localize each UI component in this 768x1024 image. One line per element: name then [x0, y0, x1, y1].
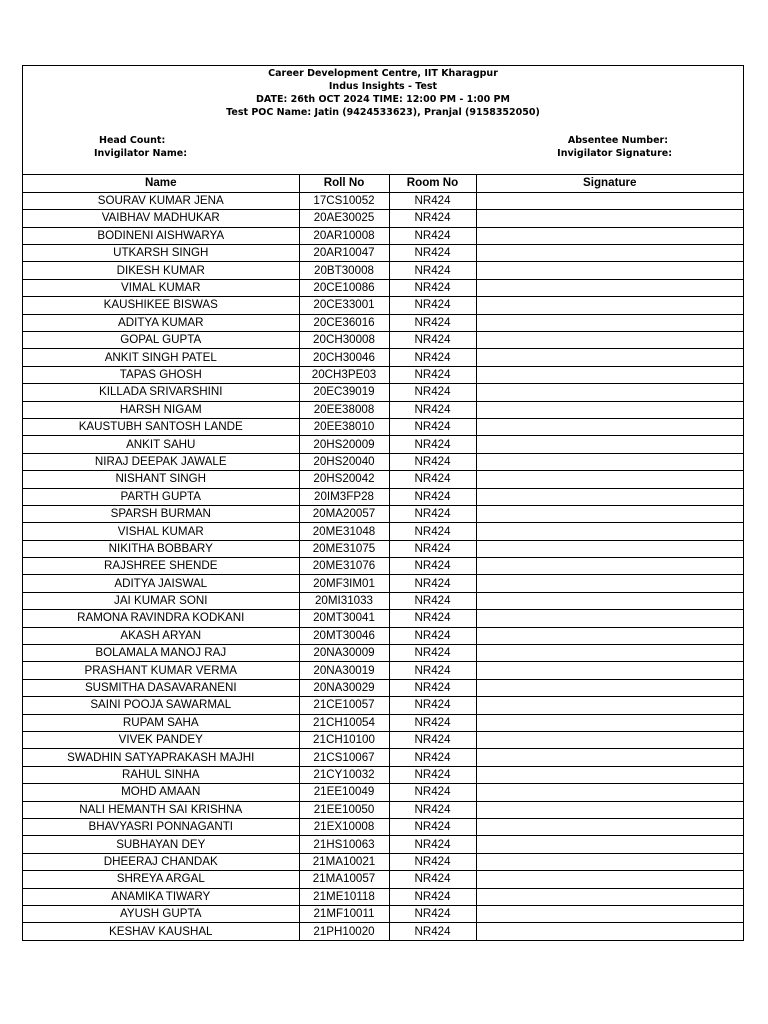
cell-name: DHEERAJ CHANDAK [23, 853, 299, 870]
date-time: DATE: 26th OCT 2024 TIME: 12:00 PM - 1:00 PM [256, 94, 510, 105]
table-row [23, 853, 743, 870]
table-row [23, 697, 743, 714]
cell-roll-no: 20ME31076 [299, 558, 389, 575]
table-row [23, 418, 743, 435]
cell-roll-no: 20EE38010 [299, 418, 389, 435]
cell-name: ADITYA KUMAR [23, 314, 299, 331]
attendance-table [23, 175, 743, 940]
cell-room-no: NR424 [389, 488, 476, 505]
table-row [23, 732, 743, 749]
cell-name: NISHANT SINGH [23, 471, 299, 488]
table-row [23, 401, 743, 418]
cell-name: SWADHIN SATYAPRAKASH MAJHI [23, 749, 299, 766]
header-right-fields [557, 134, 672, 160]
table-row [23, 645, 743, 662]
cell-roll-no: 21CY10032 [299, 766, 389, 783]
cell-signature [476, 905, 743, 922]
cell-room-no: NR424 [389, 645, 476, 662]
col-header-signature: Signature [476, 175, 743, 192]
col-header-name: Name [23, 175, 299, 192]
cell-signature [476, 471, 743, 488]
cell-room-no: NR424 [389, 679, 476, 696]
table-row [23, 801, 743, 818]
cell-signature [476, 766, 743, 783]
invigilator-name-label: Invigilator Name: [94, 148, 188, 159]
col-header-roll: Roll No [299, 175, 389, 192]
cell-roll-no: 20BT30008 [299, 262, 389, 279]
table-row [23, 505, 743, 522]
cell-roll-no: 20AE30025 [299, 210, 389, 227]
cell-signature [476, 401, 743, 418]
sheet-header [23, 66, 743, 175]
cell-name: PARTH GUPTA [23, 488, 299, 505]
cell-roll-no: 20ME31048 [299, 523, 389, 540]
cell-name: KAUSHIKEE BISWAS [23, 297, 299, 314]
cell-signature [476, 505, 743, 522]
cell-room-no: NR424 [389, 888, 476, 905]
cell-roll-no: 21MA10057 [299, 871, 389, 888]
cell-name: NIRAJ DEEPAK JAWALE [23, 453, 299, 470]
cell-room-no: NR424 [389, 714, 476, 731]
table-row [23, 766, 743, 783]
cell-name: ANKIT SAHU [23, 436, 299, 453]
cell-room-no: NR424 [389, 453, 476, 470]
cell-signature [476, 679, 743, 696]
cell-signature [476, 610, 743, 627]
poc-line: Test POC Name: Jatin (9424533623), Pranjal (9158352050) [226, 107, 540, 118]
invigilator-signature-label: Invigilator Signature: [557, 148, 672, 159]
cell-name: UTKARSH SINGH [23, 245, 299, 262]
cell-name: RAMONA RAVINDRA KODKANI [23, 610, 299, 627]
cell-signature [476, 836, 743, 853]
col-header-room: Room No [389, 175, 476, 192]
cell-room-no: NR424 [389, 540, 476, 557]
cell-name: DIKESH KUMAR [23, 262, 299, 279]
absentee-number-label: Absentee Number: [567, 135, 668, 146]
table-row [23, 488, 743, 505]
cell-name: VIVEK PANDEY [23, 732, 299, 749]
table-row [23, 471, 743, 488]
cell-room-no: NR424 [389, 436, 476, 453]
cell-roll-no: 20IM3FP28 [299, 488, 389, 505]
cell-name: BHAVYASRI PONNAGANTI [23, 818, 299, 835]
cell-signature [476, 192, 743, 209]
table-row [23, 523, 743, 540]
table-row [23, 871, 743, 888]
table-row [23, 679, 743, 696]
cell-room-no: NR424 [389, 836, 476, 853]
cell-room-no: NR424 [389, 332, 476, 349]
cell-roll-no: 21EE10049 [299, 784, 389, 801]
cell-room-no: NR424 [389, 923, 476, 940]
cell-room-no: NR424 [389, 227, 476, 244]
table-row [23, 714, 743, 731]
cell-room-no: NR424 [389, 210, 476, 227]
cell-room-no: NR424 [389, 766, 476, 783]
table-row [23, 749, 743, 766]
cell-roll-no: 20EC39019 [299, 384, 389, 401]
cell-room-no: NR424 [389, 471, 476, 488]
cell-name: HARSH NIGAM [23, 401, 299, 418]
cell-room-no: NR424 [389, 401, 476, 418]
cell-roll-no: 21PH10020 [299, 923, 389, 940]
cell-roll-no: 20NA30009 [299, 645, 389, 662]
cell-name: NALI HEMANTH SAI KRISHNA [23, 801, 299, 818]
cell-signature [476, 279, 743, 296]
cell-signature [476, 210, 743, 227]
cell-name: TAPAS GHOSH [23, 366, 299, 383]
head-count-label: Head Count: [99, 135, 166, 146]
table-row [23, 558, 743, 575]
cell-signature [476, 888, 743, 905]
cell-signature [476, 627, 743, 644]
cell-name: JAI KUMAR SONI [23, 592, 299, 609]
cell-roll-no: 21EE10050 [299, 801, 389, 818]
cell-room-no: NR424 [389, 818, 476, 835]
attendance-sheet [22, 65, 744, 941]
cell-signature [476, 349, 743, 366]
cell-signature [476, 818, 743, 835]
cell-room-no: NR424 [389, 418, 476, 435]
cell-signature [476, 436, 743, 453]
cell-signature [476, 488, 743, 505]
cell-room-no: NR424 [389, 505, 476, 522]
cell-signature [476, 314, 743, 331]
cell-room-no: NR424 [389, 262, 476, 279]
cell-roll-no: 20CH30046 [299, 349, 389, 366]
table-row [23, 818, 743, 835]
cell-signature [476, 801, 743, 818]
cell-name: KESHAV KAUSHAL [23, 923, 299, 940]
cell-room-no: NR424 [389, 366, 476, 383]
cell-name: SAINI POOJA SAWARMAL [23, 697, 299, 714]
table-row [23, 279, 743, 296]
header-left-fields [85, 134, 187, 160]
cell-room-no: NR424 [389, 384, 476, 401]
cell-signature [476, 853, 743, 870]
cell-name: VAIBHAV MADHUKAR [23, 210, 299, 227]
cell-name: ANKIT SINGH PATEL [23, 349, 299, 366]
cell-roll-no: 20CH30008 [299, 332, 389, 349]
cell-signature [476, 227, 743, 244]
cell-signature [476, 575, 743, 592]
cell-roll-no: 20MT30046 [299, 627, 389, 644]
cell-room-no: NR424 [389, 245, 476, 262]
cell-roll-no: 17CS10052 [299, 192, 389, 209]
cell-roll-no: 21MA10021 [299, 853, 389, 870]
cell-roll-no: 20HS20009 [299, 436, 389, 453]
cell-roll-no: 20CE36016 [299, 314, 389, 331]
cell-room-no: NR424 [389, 732, 476, 749]
cell-name: PRASHANT KUMAR VERMA [23, 662, 299, 679]
cell-signature [476, 871, 743, 888]
table-row [23, 923, 743, 940]
table-row [23, 784, 743, 801]
cell-roll-no: 20AR10008 [299, 227, 389, 244]
table-row [23, 314, 743, 331]
cell-room-no: NR424 [389, 662, 476, 679]
cell-signature [476, 645, 743, 662]
cell-name: NIKITHA BOBBARY [23, 540, 299, 557]
cell-name: SHREYA ARGAL [23, 871, 299, 888]
table-row [23, 662, 743, 679]
cell-roll-no: 20CE33001 [299, 297, 389, 314]
cell-roll-no: 20EE38008 [299, 401, 389, 418]
cell-name: SOURAV KUMAR JENA [23, 192, 299, 209]
cell-roll-no: 20AR10047 [299, 245, 389, 262]
cell-roll-no: 21CH10054 [299, 714, 389, 731]
cell-name: KAUSTUBH SANTOSH LANDE [23, 418, 299, 435]
cell-name: VISHAL KUMAR [23, 523, 299, 540]
cell-room-no: NR424 [389, 558, 476, 575]
table-row [23, 540, 743, 557]
table-row [23, 575, 743, 592]
cell-roll-no: 20CH3PE03 [299, 366, 389, 383]
cell-signature [476, 662, 743, 679]
cell-name: SUBHAYAN DEY [23, 836, 299, 853]
cell-roll-no: 20MA20057 [299, 505, 389, 522]
cell-signature [476, 923, 743, 940]
cell-roll-no: 21ME10118 [299, 888, 389, 905]
table-row [23, 227, 743, 244]
cell-signature [476, 558, 743, 575]
cell-signature [476, 540, 743, 557]
table-row [23, 210, 743, 227]
table-body [23, 192, 743, 940]
cell-name: BODINENI AISHWARYA [23, 227, 299, 244]
cell-room-no: NR424 [389, 697, 476, 714]
table-row [23, 192, 743, 209]
table-row [23, 592, 743, 609]
cell-room-no: NR424 [389, 592, 476, 609]
cell-roll-no: 20NA30029 [299, 679, 389, 696]
cell-room-no: NR424 [389, 801, 476, 818]
table-row [23, 436, 743, 453]
cell-roll-no: 21CS10067 [299, 749, 389, 766]
cell-room-no: NR424 [389, 297, 476, 314]
cell-room-no: NR424 [389, 905, 476, 922]
cell-signature [476, 366, 743, 383]
cell-name: AKASH ARYAN [23, 627, 299, 644]
cell-signature [476, 384, 743, 401]
table-row [23, 610, 743, 627]
table-row [23, 627, 743, 644]
table-row [23, 262, 743, 279]
table-row [23, 349, 743, 366]
cell-roll-no: 20MI31033 [299, 592, 389, 609]
cell-roll-no: 21CE10057 [299, 697, 389, 714]
cell-name: VIMAL KUMAR [23, 279, 299, 296]
cell-signature [476, 245, 743, 262]
cell-signature [476, 418, 743, 435]
cell-name: GOPAL GUPTA [23, 332, 299, 349]
table-row [23, 332, 743, 349]
cell-signature [476, 592, 743, 609]
cell-room-no: NR424 [389, 314, 476, 331]
cell-roll-no: 21CH10100 [299, 732, 389, 749]
table-row [23, 245, 743, 262]
table-row [23, 905, 743, 922]
cell-room-no: NR424 [389, 853, 476, 870]
org-name: Career Development Centre, IIT Kharagpur [268, 68, 498, 79]
cell-name: RAHUL SINHA [23, 766, 299, 783]
cell-name: ADITYA JAISWAL [23, 575, 299, 592]
cell-signature [476, 262, 743, 279]
cell-signature [476, 784, 743, 801]
header-title-block [23, 66, 743, 119]
cell-signature [476, 732, 743, 749]
cell-room-no: NR424 [389, 871, 476, 888]
cell-roll-no: 20HS20042 [299, 471, 389, 488]
cell-room-no: NR424 [389, 627, 476, 644]
cell-name: MOHD AMAAN [23, 784, 299, 801]
cell-signature [476, 714, 743, 731]
cell-name: BOLAMALA MANOJ RAJ [23, 645, 299, 662]
cell-signature [476, 697, 743, 714]
cell-roll-no: 20MT30041 [299, 610, 389, 627]
cell-name: SUSMITHA DASAVARANENI [23, 679, 299, 696]
table-row [23, 453, 743, 470]
cell-room-no: NR424 [389, 523, 476, 540]
cell-name: ANAMIKA TIWARY [23, 888, 299, 905]
cell-room-no: NR424 [389, 575, 476, 592]
cell-name: KILLADA SRIVARSHINI [23, 384, 299, 401]
cell-room-no: NR424 [389, 749, 476, 766]
cell-roll-no: 20CE10086 [299, 279, 389, 296]
cell-signature [476, 749, 743, 766]
cell-signature [476, 332, 743, 349]
table-header-row [23, 175, 743, 192]
cell-name: SPARSH BURMAN [23, 505, 299, 522]
table-row [23, 384, 743, 401]
cell-room-no: NR424 [389, 784, 476, 801]
cell-roll-no: 20ME31075 [299, 540, 389, 557]
cell-signature [476, 523, 743, 540]
cell-name: RAJSHREE SHENDE [23, 558, 299, 575]
cell-roll-no: 20NA30019 [299, 662, 389, 679]
cell-signature [476, 297, 743, 314]
table-row [23, 888, 743, 905]
table-row [23, 836, 743, 853]
table-row [23, 297, 743, 314]
test-name: Indus Insights - Test [328, 81, 438, 92]
cell-room-no: NR424 [389, 279, 476, 296]
cell-room-no: NR424 [389, 349, 476, 366]
cell-name: RUPAM SAHA [23, 714, 299, 731]
cell-room-no: NR424 [389, 610, 476, 627]
cell-roll-no: 21MF10011 [299, 905, 389, 922]
cell-room-no: NR424 [389, 192, 476, 209]
cell-name: AYUSH GUPTA [23, 905, 299, 922]
cell-roll-no: 21EX10008 [299, 818, 389, 835]
cell-signature [476, 453, 743, 470]
cell-roll-no: 21HS10063 [299, 836, 389, 853]
table-row [23, 366, 743, 383]
cell-roll-no: 20HS20040 [299, 453, 389, 470]
cell-roll-no: 20MF3IM01 [299, 575, 389, 592]
